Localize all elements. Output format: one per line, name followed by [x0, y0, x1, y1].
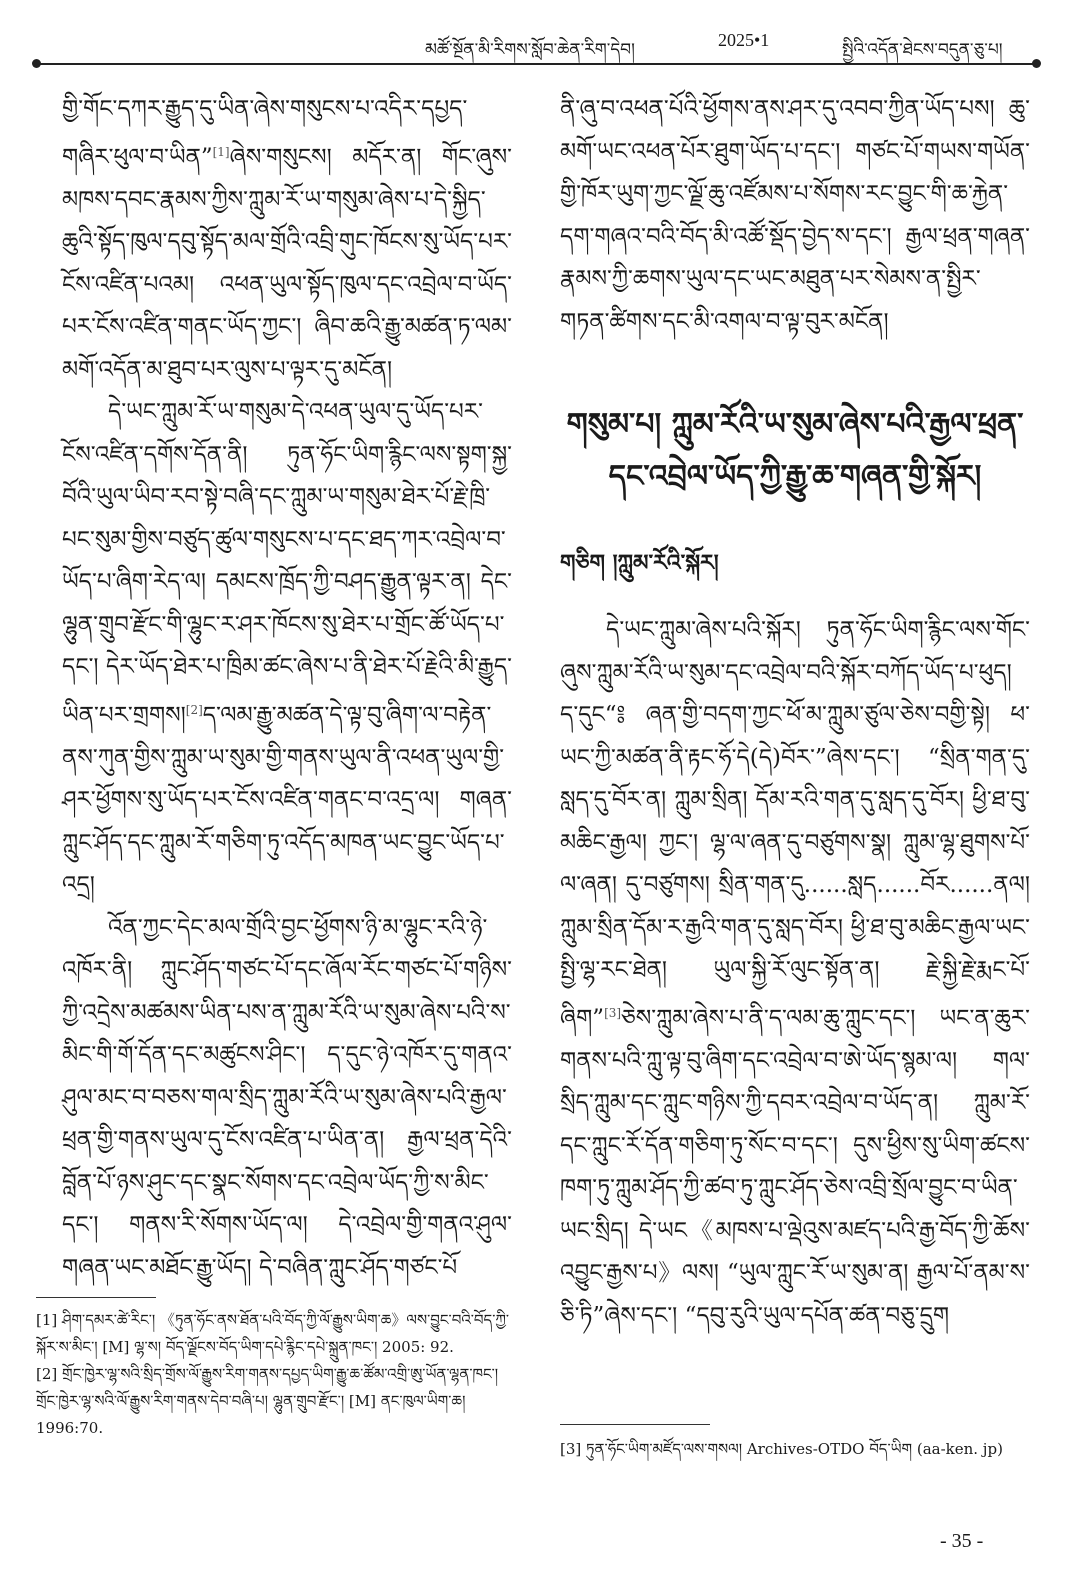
page-header — [0, 0, 1073, 72]
header-rule-dot-left — [32, 59, 41, 68]
right-column — [560, 88, 1030, 1337]
paragraph: དེ་ཡང་ཀླུམ་རོ་ཡ་གསུམ་དེ་འཕན་ཡུལ་དུ་ཡོད་པར་ངོས་འཛིན་དགོས་དོན་ནི། ཏུན་ཧོང་ཡིག་རྙིང་ལས་སྟག་སྐྱ་བོའི་ཡུལ་ཡིབ་རབ་སྟེ་བཞི་དང་ཀླུམ་ཡ་གསུམ་ཐེར་པོ་རྗེ་ཁྲི་པང་སུམ་གྱིས་བཙུད་ཚུལ་གསུངས་པ་དང་ཐད་ཀར་འབྲེལ་བ་ཡོད་པ་ཞིག་རེད་ལ། དམངས་ཁྲོད་ཀྱི་བཤད་རྒྱུན་ལྟར་ན། དེང་ལྷུན་གྲུབ་རྫོང་གི་ལྷུང་ར་ཤར་ཁོངས་སུ་ཐེར་པ་གྲོང་ཚོ་ཡོད་པ་དང་། དེར་ཡོད་ཐེར་པ་ཁྲིམ་ཚང་ཞེས་པ་ནི་ཐེར་པོ་རྗེའི་མི་རྒྱུད་ཡིན་པར་གྲགས།[2]ད་ལམ་རྒྱུ་མཚན་དེ་ལྟ་བུ་ཞིག་ལ་བརྟེན་ནས་ཀུན་གྱིས་ཀླུམ་ཡ་སུམ་གྱི་གནས་ཡུལ་ནི་འཕན་ཡུལ་གྱི་ཤར་ཕྱོགས་སུ་ཡོད་པར་ངོས་འཛིན་གནང་བ་འདྲ་ལ། གཞན་ཀླུང་ཤོད་དང་ཀླུམ་རོ་གཅིག་ཏུ་འདོད་མཁན་ཡང་བྱུང་ཡོད་པ་འདྲ། — [62, 399, 512, 899]
journal-title: མཚོ་སྔོན་མི་རིགས་སློབ་ཆེན་རིག་དེབ། — [425, 40, 635, 60]
paragraph: འོན་ཀྱང་དེང་མལ་གྲོའི་བྱང་ཕྱོགས་ཉི་མ་ལྷུང་རའི་ཉེ་འཁོར་ནི། ཀླུང་ཤོད་གཙང་པོ་དང་ཞོལ་རོང་གཙང་པོ་གཉིས་ཀྱི་འདྲེས་མཚམས་ཡིན་པས་ན་ཀླུམ་རོའི་ཡ་སུམ་ཞེས་པའི་ས་མིང་གི་གོ་དོན་དང་མཚུངས་ཤིང་། ད་དུང་ཉེ་འཁོར་དུ་གནའ་ཤུལ་མང་བ་བཅས་གལ་སྲིད་ཀླུམ་རོའི་ཡ་སུམ་ཞེས་པའི་རྒྱལ་ཕྲན་གྱི་གནས་ཡུལ་དུ་ངོས་འཛིན་པ་ཡིན་ན། རྒྱལ་ཕྲན་དེའི་བློན་པོ་ཉས་ཤུང་དང་སྣང་སོགས་དང་འབྲེལ་ཡོད་ཀྱི་ས་མིང་དང་། གནས་རི་སོགས་ཡོད་ལ། དེ་འབྲེལ་གྱི་གནའ་ཤུལ་གཞན་ཡང་མཐོང་རྒྱུ་ཡོད། དེ་བཞིན་ཀླུང་ཤོད་གཙང་པོ — [62, 914, 512, 1281]
footnote-rule — [36, 1297, 156, 1298]
footnote-rule — [560, 1424, 710, 1425]
issue-number: 2025•1 — [718, 30, 770, 50]
left-column — [62, 88, 512, 1289]
footnote-ref[interactable]: [1] — [212, 144, 230, 159]
paragraph: ནི་ཞུ་བ་འཕན་པོའི་ཕྱོགས་ནས་ཤར་དུ་འབབ་ཀྱིན་ཡོད་པས། ཆུ་མགོ་ཡང་འཕན་པོར་ཐུག་ཡོད་པ་དང་། གཙང་པོ་གཡས་གཡོན་གྱི་ཁོར་ཡུག་ཀྱང་ལྗོ་ཆུ་འཛོམས་པ་སོགས་རང་བྱུང་གི་ཆ་རྐྱེན་དག་གཞའ་བའི་བོད་མི་འཚོ་སྡོད་བྱེད་ས་དང་། རྒྱལ་ཕྲན་གཞན་རྣམས་ཀྱི་ཆགས་ཡུལ་དང་ཡང་མཐུན་པར་སེམས་ན་སྤྱིར་གཏན་ཚིགས་དང་མི་འགལ་བ་ལྟ་བུར་མངོན། — [560, 96, 1030, 335]
footnotes-left — [36, 1307, 516, 1442]
footnote: [1] ཤིག་དམར་ཚེ་རིང་། 《ཏུན་ཧོང་ནས་ཐོན་པའི་བོད་ཀྱི་ལོ་རྒྱུས་ཡིག་ཆ》ལས་བྱུང་བའི་བོད་ཀྱི་སྐོར་ས་མིང་། [M] ལྷ་ས། བོད་ལྗོངས་བོད་ཡིག་དཔེ་རྙིང་དཔེ་སྐྲུན་ཁང་། 2005: 92. — [36, 1311, 510, 1356]
footnote: [3] ཏུན་ཧོང་ཡིག་མཛོད་ལས་གསལ། Archives-OTDO བོད་ཡིག (aa-ken. jp) — [560, 1440, 1003, 1458]
footnote-ref[interactable]: [3] — [604, 1005, 622, 1020]
paragraph: དེ་ཡང་ཀླུམ་ཞེས་པའི་སྐོར། ཏུན་ཧོང་ཡིག་རྙིང་ལས་གོང་ཞུས་ཀླུམ་རོའི་ཡ་སུམ་དང་འབྲེལ་བའི་སྐོར་བཀོད་ཡོད་པ་ཕུད། ད་དུང“༔ ཞན་གྱི་བདག་ཀྱང་ཕོ་མ་ཀླུམ་ཙུལ་ཅེས་བགྱི་སྟེ། ཕ་ཡང་ཀྱི་མཚན་ནི་རྟང་ཧོ་དེ(དེ)བོར་”ཞེས་དང་། “སྲིན་གན་དུ་སླད་དུ་བོར་ན། ཀླུམ་སྲིན། དོམ་རའི་གན་དུ་སླད་དུ་བོར། ཕྱི་ཐ་བུ་མཆིང་རྒྱལ། ཀྱང་། ལྷ་ལ་ཞན་དུ་བཙུགས་སྣ། ཀླུམ་ལྷ་ཐུགས་པོ་ལ་ཞན། དུ་བཙུགས། སྲིན་གན་དུ......སླད......བོར......ནལ། ཀླུམ་སྲིན་དོམ་ར་རྒྱའི་གན་དུ་སླད་བོར། ཕྱི་ཐ་བུ་མཆིང་རྒྱལ་ཡང་སྤྱི་ལྷ་རང་ཐེན། ཡུལ་སྐྱི་རོ་ལུང་སྟོན་ན། རྗེ་སྐྱི་རྗེ་རྨང་པོ་ཞིག”[3]ཅེས་ཀླུམ་ཞེས་པ་ནི་ད་ལམ་ཆུ་ཀླུང་དང་། ཡང་ན་ཆུར་གནས་པའི་ཀླུ་ལྟ་བུ་ཞིག་དང་འབྲེལ་བ་ཨེ་ཡོད་སྙམ་ལ། གལ་སྲིད་ཀླུམ་དང་ཀླུང་གཉིས་ཀྱི་དབར་འབྲེལ་བ་ཡོད་ན། ཀླུམ་རོ་དང་ཀླུང་རོ་དོན་གཅིག་ཏུ་སོང་བ་དང་། དུས་ཕྱིས་སུ་ཡིག་ཚངས་ཁག་ཏུ་ཀླུམ་ཤོད་ཀྱི་ཚབ་ཏུ་ཀླུང་ཤོད་ཅེས་འབྲི་སྲོལ་བྱུང་བ་ཡིན་ཡང་སྲིད། དེ་ཡང《མཁས་པ་ལྡེའུས་མཛད་པའི་རྒྱ་བོད་ཀྱི་ཆོས་འབྱུང་རྒྱས་པ》ལས། “ཡུལ་ཀླུང་རོ་ཡ་སུམ་ན། རྒྱལ་པོ་ནམ་ས་ཅི་ཏི”ཞེས་དང་། “དབུ་རུའི་ཡུལ་དཔོན་ཚན་བཅུ་དྲུག — [560, 617, 1030, 1329]
header-rule-dot-right — [1032, 59, 1041, 68]
header-rule — [36, 63, 1036, 65]
page-number: - 35 - — [940, 1530, 984, 1552]
subheading: གཅིག །ཀླུམ་རོའི་སྐོར། — [560, 550, 719, 576]
issue-total: སྤྱིའི་འདོན་ཐེངས་བདུན་ཅུ་པ། — [842, 40, 1003, 60]
footnote-ref[interactable]: [2] — [185, 702, 203, 717]
section-title: གསུམ་པ། ཀླུམ་རོའི་ཡ་སུམ་ཞེས་པའི་རྒྱལ་ཕྲན་དང་འབྲེལ་ཡོད་ཀྱི་རྒྱུ་ཆ་གཞན་གྱི་སྐོར། — [566, 407, 1024, 494]
paragraph: གྱི་གོང་དཀར་རྒྱུད་དུ་ཡིན་ཞེས་གསུངས་པ་འདིར་དཔྱད་གཞིར་ཕུལ་བ་ཡིན”[1]ཞེས་གསུངས། མདོར་ན། གོང་ཞུས་མཁས་དབང་རྣམས་ཀྱིས་ཀླུམ་རོ་ཡ་གསུམ་ཞེས་པ་དེ་སྐྱིད་ཆུའི་སྟོད་ཁུལ་དབུ་སྟོད་མལ་གྲོའི་འབྲི་གུང་ཁོངས་སུ་ཡོད་པར་ངོས་འཛིན་པའམ། འཕན་ཡུལ་སྟོད་ཁུལ་དང་འབྲེལ་བ་ཡོད་པར་ངོས་འཛིན་གནང་ཡོད་ཀྱང་། ཞིབ་ཆའི་རྒྱུ་མཚན་ཏ་ལམ་མགོ་འདོན་མ་ཐུབ་པར་ལུས་པ་ལྟར་དུ་མངོན། — [62, 96, 512, 383]
footnote: [2] གྲོང་ཁྱེར་ལྷ་སའི་སྲིད་གྲོས་ལོ་རྒྱུས་རིག་གནས་དཔྱད་ཡིག་རྒྱུ་ཆ་ཚོམ་འགྲི་ཨུ་ཡོན་ལྷན་ཁང་། གྲོང་ཁྱེར་ལྷ་སའི་ལོ་རྒྱུས་རིག་གནས་དེབ་བཞི་པ། ལྷུན་གྲུབ་རྫོང་། [M] ནང་ཁུལ་ཡིག་ཆ། 1996:70. — [36, 1365, 499, 1437]
footnotes-right — [560, 1436, 1030, 1463]
